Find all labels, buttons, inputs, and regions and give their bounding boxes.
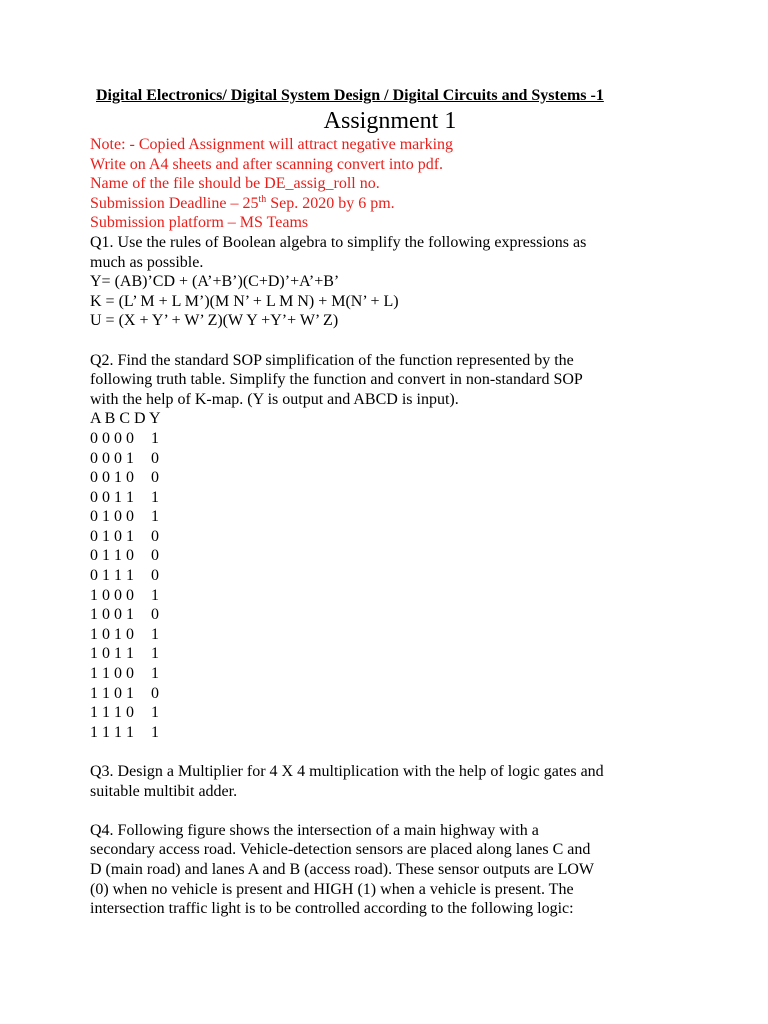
tt-inputs: 1 0 0 0 <box>90 586 134 604</box>
notes-block <box>90 135 690 233</box>
truth-table-row <box>90 625 690 645</box>
tt-output: 0 <box>151 449 159 467</box>
question-4 <box>90 821 690 919</box>
tt-inputs: 0 0 1 1 <box>90 488 134 506</box>
q2-text-line: with the help of K-map. (Y is output and ABCD is input). <box>90 390 459 408</box>
q4-text-line: intersection traffic light is to be controlled according to the following logic: <box>90 900 574 918</box>
tt-inputs: 1 0 0 1 <box>90 606 134 624</box>
tt-output: 1 <box>151 488 159 506</box>
tt-output: 0 <box>151 567 159 585</box>
deadline-line <box>90 194 690 214</box>
tt-inputs: 0 1 1 0 <box>90 547 134 565</box>
q1-expression: U = (X + Y’ + W’ Z)(W Y +Y’+ W’ Z) <box>90 312 339 330</box>
tt-inputs: 1 1 0 0 <box>90 665 134 683</box>
q1-text-line: Q1. Use the rules of Boolean algebra to simplify the following expressions as <box>90 233 587 251</box>
course-title: Digital Electronics/ Digital System Design / Digital Circuits and Systems -1 <box>96 87 604 104</box>
q4-text-line: (0) when no vehicle is present and HIGH (1) when a vehicle is present. The <box>90 880 574 898</box>
tt-inputs: 0 1 0 1 <box>90 527 134 545</box>
truth-table-row <box>90 723 690 743</box>
tt-inputs: 1 1 1 0 <box>90 704 134 722</box>
assignment-title: Assignment 1 <box>323 108 457 134</box>
spacer <box>90 742 690 762</box>
deadline-prefix: Submission Deadline – 25 <box>90 194 259 212</box>
tt-inputs: 0 0 0 0 <box>90 429 134 447</box>
truth-table-header: A B C D Y <box>90 410 161 428</box>
truth-table-row <box>90 664 690 684</box>
tt-inputs: 0 1 1 1 <box>90 567 134 585</box>
truth-table-row <box>90 684 690 704</box>
document-content <box>90 86 690 919</box>
q3-text-line: Q3. Design a Multiplier for 4 X 4 multiplication with the help of logic gates and <box>90 763 604 780</box>
tt-inputs: 1 1 0 1 <box>90 684 134 702</box>
tt-inputs: 1 1 1 1 <box>90 723 134 741</box>
q2-text-line: following truth table. Simplify the function and convert in non-standard SOP <box>90 371 583 389</box>
tt-output: 1 <box>151 586 159 604</box>
truth-table-row <box>90 644 690 664</box>
tt-output: 1 <box>151 429 159 447</box>
question-2 <box>90 351 690 743</box>
truth-table-row <box>90 468 690 488</box>
truth-table-row <box>90 488 690 508</box>
truth-table-row <box>90 429 690 449</box>
spacer <box>90 331 690 351</box>
q1-expression: Y= (AB)’CD + (A’+B’)(C+D)’+A’+B’ <box>90 273 340 291</box>
truth-table-row <box>90 703 690 723</box>
tt-output: 1 <box>151 508 159 526</box>
question-3 <box>90 762 690 801</box>
truth-table-row <box>90 586 690 606</box>
tt-inputs: 0 0 0 1 <box>90 449 134 467</box>
q3-text-line: suitable multibit adder. <box>90 782 238 800</box>
q2-text-line: Q2. Find the standard SOP simplification of the function represented by the <box>90 351 574 369</box>
tt-output: 1 <box>151 625 159 643</box>
platform-line: Submission platform – MS Teams <box>90 214 309 232</box>
tt-output: 1 <box>151 723 159 741</box>
note-line: Write on A4 sheets and after scanning convert into pdf. <box>90 155 444 173</box>
truth-table-row <box>90 605 690 625</box>
q4-text-line: D (main road) and lanes A and B (access road). These sensor outputs are LOW <box>90 860 594 878</box>
tt-inputs: 0 1 0 0 <box>90 508 134 526</box>
q4-text-line: Q4. Following figure shows the intersection of a main highway with a <box>90 821 539 839</box>
tt-output: 0 <box>151 527 159 545</box>
deadline-suffix: Sep. 2020 by 6 pm. <box>266 194 395 212</box>
tt-output: 1 <box>151 665 159 683</box>
truth-table-row <box>90 527 690 547</box>
note-line: Note: - Copied Assignment will attract negative marking <box>90 136 454 153</box>
tt-output: 0 <box>151 469 159 487</box>
tt-inputs: 1 0 1 1 <box>90 645 134 663</box>
truth-table-row <box>90 507 690 527</box>
truth-table-row <box>90 566 690 586</box>
truth-table-row <box>90 546 690 566</box>
tt-output: 0 <box>151 684 159 702</box>
question-1 <box>90 233 690 331</box>
tt-output: 1 <box>151 645 159 663</box>
truth-table-row <box>90 449 690 469</box>
tt-output: 0 <box>151 606 159 624</box>
tt-inputs: 0 0 1 0 <box>90 469 134 487</box>
deadline-superscript: th <box>258 193 267 205</box>
q1-text-line: much as possible. <box>90 253 204 271</box>
truth-table <box>90 429 690 743</box>
tt-inputs: 1 0 1 0 <box>90 625 134 643</box>
q4-text-line: secondary access road. Vehicle-detection sensors are placed along lanes C and <box>90 841 591 859</box>
tt-output: 1 <box>151 704 159 722</box>
note-line: Name of the file should be DE_assig_roll no. <box>90 175 380 193</box>
tt-output: 0 <box>151 547 159 565</box>
spacer <box>90 801 690 821</box>
q1-expression: K = (L’ M + L M’)(M N’ + L M N) + M(N’ + L) <box>90 292 399 310</box>
